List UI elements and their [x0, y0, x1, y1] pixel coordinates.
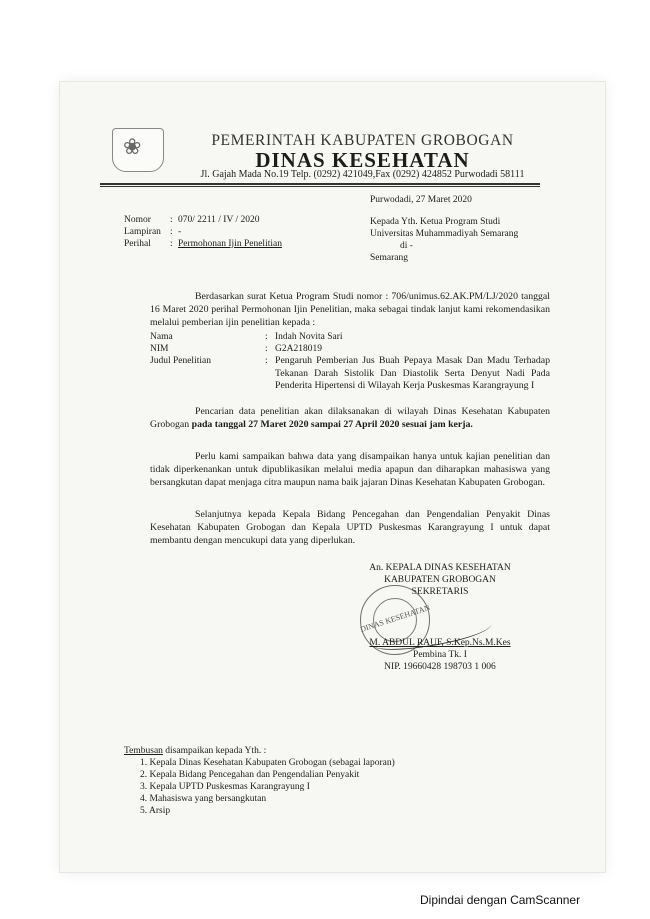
meta-colon: :: [170, 227, 173, 237]
paragraph-schedule: [150, 405, 550, 431]
meta-colon: :: [170, 239, 173, 249]
recipient-line: Universitas Muhammadiyah Semarang: [370, 229, 519, 239]
signatory-name: M. ABDUL RAUF, S.Kep.Ns.M.Kes: [369, 638, 511, 648]
camscanner-watermark: Dipindai dengan CamScanner: [420, 893, 581, 907]
letterhead-government: PEMERINTAH KABUPATEN GROBOGAN: [211, 132, 514, 149]
signature-title-1: An. KEPALA DINAS KESEHATAN: [369, 563, 511, 573]
meta-label-perihal: Perihal: [124, 239, 151, 249]
meta-label-nomor: Nomor: [124, 215, 151, 225]
identity-colon: :: [265, 344, 268, 354]
identity-value-judul: Pengaruh Pemberian Jus Buah Pepaya Masak Dan Madu Terhadap Tekanan Darah Sistolik Dan Diastolik Serta Denyut Nadi Pada Penderita Hipertensi di Wilayah Kerja Puskesmas Karangrayung I: [275, 355, 550, 392]
paragraph-intro: Berdasarkan surat Ketua Program Studi nomor : 706/unimus.62.AK.PM/LJ/2020 tanggal 16 Maret 2020 perihal Permohonan Ijin Penelitian, maka sebagai tindak lanjut kami rekomendasikan melalui pemberian ijin penelitian kepada :: [150, 291, 550, 329]
meta-value-lampiran: -: [178, 227, 182, 237]
meta-colon: :: [170, 215, 173, 225]
signature-title-3: SEKRETARIS: [411, 587, 469, 597]
letter-date: Purwodadi, 27 Maret 2020: [370, 195, 472, 205]
letterhead-rule-thin: [100, 186, 540, 187]
recipient-line: Kepada Yth. Ketua Program Studi: [370, 217, 501, 227]
cc-list-item: 4. Mahasiswa yang bersangkutan: [140, 794, 267, 804]
recipient-line: Semarang: [370, 253, 408, 263]
cc-label-suffix: disampaikan kepada Yth. :: [162, 746, 267, 756]
signature-title-2: KABUPATEN GROBOGAN: [384, 575, 496, 585]
identity-label-nama: Nama: [150, 332, 173, 342]
cc-list-item: 1. Kepala Dinas Kesehatan Kabupaten Grobogan (sebagai laporan): [140, 758, 395, 768]
paragraph-schedule-text: Pencarian data penelitian akan dilaksanakan di wilayah Dinas Kesehatan Kabupaten Grobogan: [150, 406, 550, 431]
cc-list-item: 5. Arsip: [140, 806, 171, 816]
identity-label-nim: NIM: [150, 344, 169, 354]
identity-label-judul: Judul Penelitian: [150, 356, 211, 366]
signatory-rank: Pembina Tk. I: [413, 650, 467, 660]
paragraph-request: Selanjutnya kepada Kepala Bidang Pencegahan dan Pengendalian Penyakit Dinas Kesehatan Kabupaten Grobogan dan Kepala UPTD Puskesmas Karangrayung I untuk dapat membantu dengan mencukupi data yang diperlukan.: [150, 509, 550, 547]
signatory-nip: NIP. 19660428 198703 1 006: [384, 662, 496, 672]
paragraph-confidentiality: Perlu kami sampaikan bahwa data yang disampaikan hanya untuk kajian penelitian dan tidak diperkenankan untuk dipublikasikan melalui media apapun dan diharapkan mahasiswa yang bersangkutan dapat menjaga citra maupun nama baik jajaran Dinas Kesehatan Kabupaten Grobogan.: [150, 451, 550, 489]
paragraph-schedule-bold: pada tanggal 27 Maret 2020 sampai 27 April 2020 sesuai jam kerja.: [191, 419, 473, 431]
letterhead-rule: [100, 183, 540, 185]
identity-value-nim: G2A218019: [275, 344, 322, 354]
meta-value-perihal: Permohonan Ijin Penelitian: [178, 239, 282, 249]
cc-heading: [124, 745, 266, 757]
cc-list-item: 2. Kepala Bidang Pencegahan dan Pengendalian Penyakit: [140, 770, 360, 780]
regency-emblem-icon: ❀: [112, 128, 164, 172]
letterhead-agency: DINAS KESEHATAN: [255, 148, 470, 172]
meta-label-lampiran: Lampiran: [124, 227, 161, 237]
stamp-text: DINAS KESEHATAN: [358, 602, 432, 635]
identity-value-nama: Indah Novita Sari: [275, 332, 343, 342]
cc-label: Tembusan: [124, 746, 163, 756]
cc-list-item: 3. Kepala UPTD Puskesmas Karangrayung I: [140, 782, 310, 792]
recipient-line: di -: [400, 241, 413, 251]
letterhead-address: Jl. Gajah Mada No.19 Telp. (0292) 421049,Fax (0292) 424852 Purwodadi 58111: [200, 169, 525, 180]
identity-colon: :: [265, 332, 268, 342]
meta-value-nomor: 070/ 2211 / IV / 2020: [178, 215, 260, 225]
identity-colon: :: [265, 356, 268, 366]
